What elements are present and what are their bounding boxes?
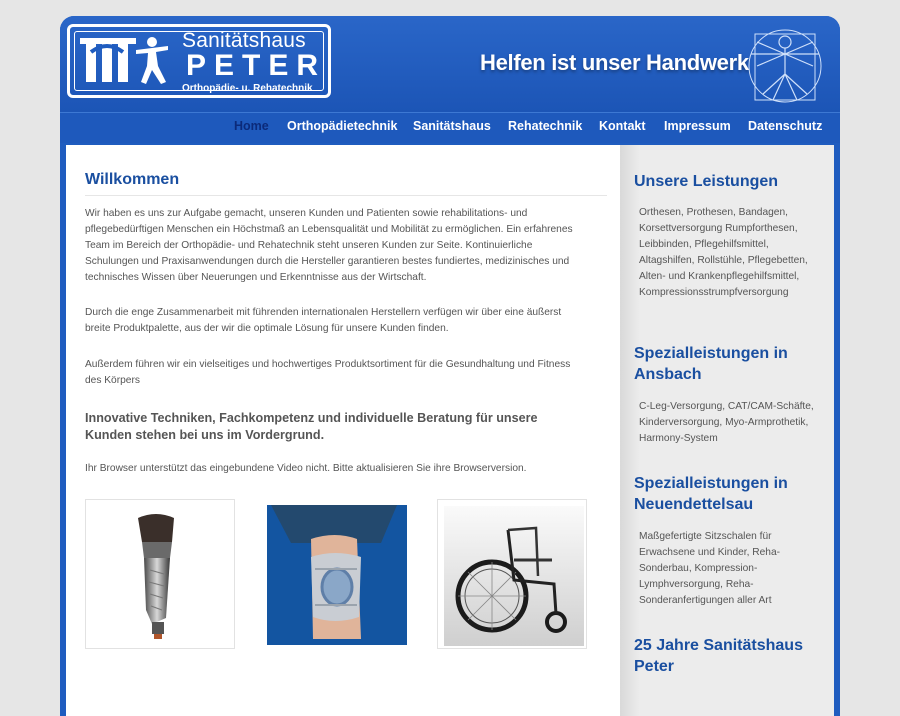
nav-home[interactable]: Home xyxy=(234,119,269,133)
intro-paragraph: Wir haben es uns zur Aufgabe gemacht, unseren Kunden und Patienten sowie rehabilitations- und pflegebedürftigen Menschen ein Höchstmaß an Lebensqualität und Mobilität zu ermöglichen. Ein erfahrenes Team im Bereich der Orthopädie- und Rehatechnik steht unseren Kunden zur Seite. Kontinuierliche Schulungen und Praxisanwendungen durch die Hersteller garantieren bestes fundiertes, medizinisches und technisches Wissen über Neuerungen und Erkenntnisse aus der Wirtschaft. xyxy=(85,208,573,283)
logo-figure-icon xyxy=(76,32,171,88)
page-title: Willkommen xyxy=(85,171,180,188)
prosthesis-image[interactable] xyxy=(85,499,235,649)
sidebar-heading-ansbach: Spezialleistungen in Ansbach xyxy=(634,345,788,383)
main-content xyxy=(66,145,620,716)
nav-kontakt[interactable]: Kontakt xyxy=(599,119,646,133)
site-header xyxy=(60,16,840,112)
logo-subtitle: Orthopädie- u. Rehatechnik xyxy=(182,83,313,94)
video-notice: Ihr Browser unterstützt das eingebundene Video nicht. Bitte aktualisieren Sie ihre Browserversion. xyxy=(85,463,527,474)
header-slogan: Helfen ist unser Handwerk xyxy=(480,50,749,75)
prosthesis-picture xyxy=(86,500,236,650)
logo-title: Sanitätshaus xyxy=(182,29,306,52)
site-logo[interactable] xyxy=(67,24,331,98)
title-divider xyxy=(85,195,607,196)
nav-rehatechnik[interactable]: Rehatechnik xyxy=(508,119,583,133)
wheelchair-image[interactable] xyxy=(437,499,587,649)
sidebar-text-ansbach: C-Leg-Versorgung, CAT/CAM-Schäfte, Kinderversorgung, Myo-Armprothetik, Harmony-System xyxy=(639,401,814,444)
knee-brace-image[interactable] xyxy=(261,499,411,649)
lead-statement: Innovative Techniken, Fachkompetenz und individuelle Beratung für unsere Kunden stehen bei uns im Vordergrund. xyxy=(85,411,538,442)
nav-orthopaedietechnik[interactable]: Orthopädietechnik xyxy=(287,119,398,133)
sidebar-heading-jubilaeum[interactable]: 25 Jahre Sanitätshaus Peter xyxy=(634,637,803,675)
sidebar-heading-neuendettelsau: Spezialleistungen in Neuendettelsau xyxy=(634,475,788,513)
wheelchair-picture xyxy=(438,500,588,650)
sidebar xyxy=(620,145,834,716)
sidebar-text-leistungen: Orthesen, Prothesen, Bandagen, Korsettversorgung Rumpforthesen, Leibbinden, Pflegehilfsmittel, Altagshilfen, Rollstühle, Pflegebetten, Alten- und Krankenpflegehilfsmittel, Kompressionsstrumpfversorgung xyxy=(639,207,808,298)
sidebar-heading-leistungen: Unsere Leistungen xyxy=(634,173,779,190)
nav-datenschutz[interactable]: Datenschutz xyxy=(748,119,823,133)
sidebar-text-neuendettelsau: Maßgefertigte Sitzschalen für Erwachsene und Kinder, Reha-Sonderbau, Kompression-Lymphversorgung, Reha-Sonderanfertigungen aller Art xyxy=(639,531,781,606)
product-paragraph: Außerdem führen wir ein vielseitiges und hochwertiges Produktsortiment für die Gesundhaltung und Fitness des Körpers xyxy=(85,359,571,386)
page-frame xyxy=(60,16,840,716)
vitruvian-man-icon xyxy=(743,22,827,106)
knee-brace-picture xyxy=(261,499,411,649)
nav-impressum[interactable]: Impressum xyxy=(664,119,731,133)
logo-name: PETER xyxy=(186,49,327,82)
main-navigation xyxy=(60,112,840,143)
partner-paragraph: Durch die enge Zusammenarbeit mit führenden internationalen Herstellern verfügen wir über eine äußerst breite Produktpalette, aus der wir die optimale Lösung für unsere Kunden finden. xyxy=(85,307,562,334)
nav-sanitaetshaus[interactable]: Sanitätshaus xyxy=(413,119,491,133)
